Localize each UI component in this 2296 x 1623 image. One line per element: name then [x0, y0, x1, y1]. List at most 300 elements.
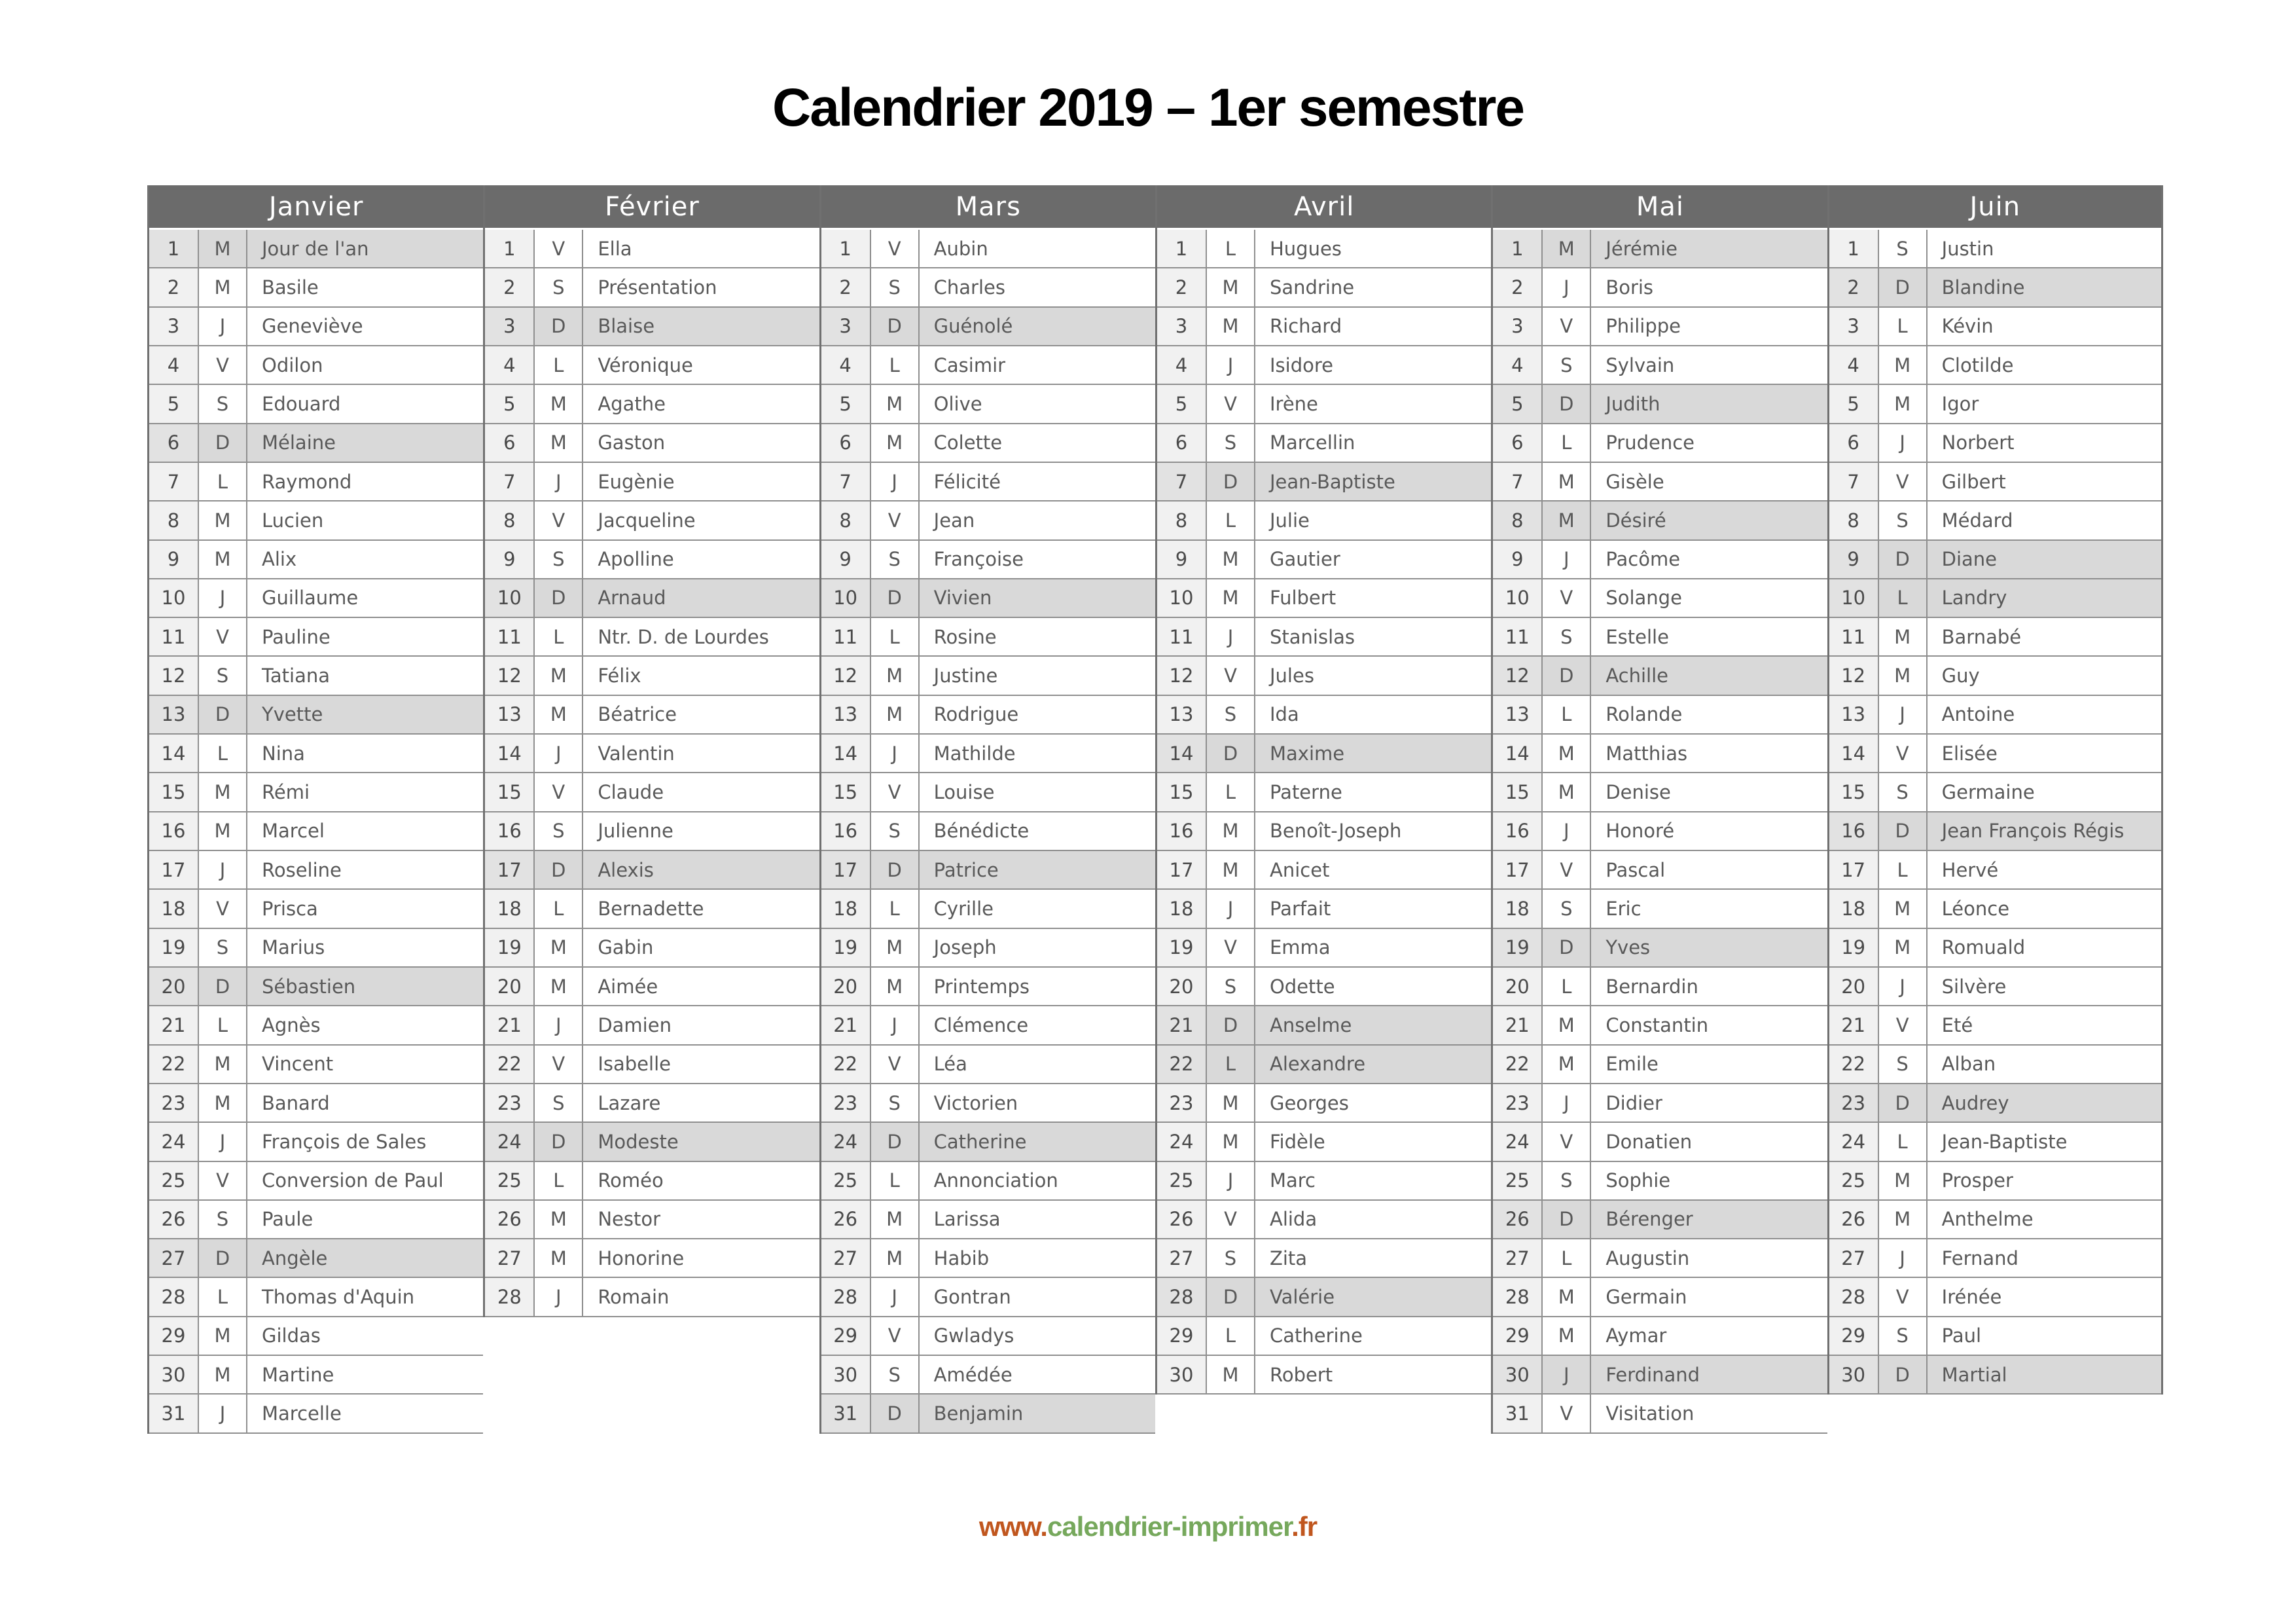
- weekday-letter: M: [535, 424, 583, 462]
- weekday-letter: J: [1543, 541, 1591, 578]
- saint-name: Blandine: [1928, 268, 2161, 306]
- day-row: [149, 1395, 483, 1433]
- weekday-letter: S: [871, 268, 920, 306]
- weekday-letter: M: [1879, 1201, 1928, 1238]
- day-row: [1493, 1162, 1827, 1201]
- saint-name: Parfait: [1255, 890, 1491, 927]
- day-row: [1493, 1356, 1827, 1395]
- weekday-letter: M: [199, 773, 247, 811]
- day-number: 21: [485, 1006, 535, 1044]
- day-row: [821, 1278, 1155, 1317]
- day-number: 16: [1829, 812, 1879, 850]
- day-number: 14: [485, 735, 535, 772]
- day-row: [149, 851, 483, 890]
- day-number: 3: [821, 308, 871, 345]
- month-header: Février: [485, 185, 819, 230]
- day-row: [1493, 929, 1827, 968]
- day-number: 11: [1493, 618, 1543, 655]
- day-row: [149, 1123, 483, 1161]
- saint-name: Bénédicte: [920, 812, 1155, 850]
- saint-name: Vivien: [920, 579, 1155, 617]
- saint-name: Lazare: [583, 1084, 819, 1122]
- weekday-letter: S: [199, 1201, 247, 1238]
- day-row: [1157, 1201, 1491, 1239]
- weekday-letter: D: [871, 579, 920, 617]
- weekday-letter: M: [1207, 541, 1255, 578]
- saint-name: Germaine: [1928, 773, 2161, 811]
- weekday-letter: M: [1207, 268, 1255, 306]
- day-row: [1829, 773, 2161, 812]
- day-number: 6: [1157, 424, 1207, 462]
- day-row: [1493, 851, 1827, 890]
- day-number: 17: [821, 851, 871, 888]
- day-row: [1157, 385, 1491, 424]
- saint-name: Marcelle: [247, 1395, 483, 1432]
- saint-name: Ida: [1255, 696, 1491, 733]
- weekday-letter: V: [199, 346, 247, 384]
- day-number: 25: [821, 1162, 871, 1199]
- day-row: [1829, 1317, 2161, 1356]
- day-row: [821, 501, 1155, 540]
- weekday-letter: J: [1207, 890, 1255, 927]
- day-number: 4: [1493, 346, 1543, 384]
- day-row: [149, 579, 483, 618]
- saint-name: Charles: [920, 268, 1155, 306]
- day-number: 6: [821, 424, 871, 462]
- day-row: [1493, 1123, 1827, 1161]
- day-number: 20: [1493, 968, 1543, 1005]
- day-number: 25: [149, 1162, 199, 1199]
- day-row: [485, 929, 819, 968]
- saint-name: Modeste: [583, 1123, 819, 1160]
- day-row: [1493, 968, 1827, 1006]
- saint-name: Matthias: [1591, 735, 1827, 772]
- saint-name: Kévin: [1928, 308, 2161, 345]
- weekday-letter: M: [1207, 1123, 1255, 1160]
- day-row: [1493, 657, 1827, 695]
- saint-name: Jérémie: [1591, 230, 1827, 267]
- day-number: 1: [485, 230, 535, 267]
- weekday-letter: J: [535, 1278, 583, 1315]
- weekday-letter: L: [1879, 579, 1928, 617]
- day-number: 16: [821, 812, 871, 850]
- day-row: [149, 463, 483, 501]
- saint-name: Stanislas: [1255, 618, 1491, 655]
- saint-name: Bernardin: [1591, 968, 1827, 1005]
- saint-name: Judith: [1591, 385, 1827, 422]
- weekday-letter: J: [871, 1006, 920, 1044]
- day-row: [1157, 1162, 1491, 1201]
- day-row: [485, 424, 819, 463]
- day-row: [485, 851, 819, 890]
- day-number: 1: [1157, 230, 1207, 267]
- day-number: 30: [821, 1356, 871, 1393]
- weekday-letter: V: [535, 1046, 583, 1083]
- day-number: 18: [485, 890, 535, 927]
- weekday-letter: S: [535, 268, 583, 306]
- day-number: 9: [1157, 541, 1207, 578]
- day-row: [149, 541, 483, 579]
- day-row: [485, 268, 819, 307]
- saint-name: Romain: [583, 1278, 819, 1315]
- saint-name: Isidore: [1255, 346, 1491, 384]
- weekday-letter: S: [1543, 618, 1591, 655]
- day-number: 19: [1829, 929, 1879, 966]
- day-number: 10: [1493, 579, 1543, 617]
- weekday-letter: M: [1543, 1046, 1591, 1083]
- weekday-letter: L: [199, 463, 247, 500]
- weekday-letter: D: [1879, 268, 1928, 306]
- saint-name: Estelle: [1591, 618, 1827, 655]
- saint-name: Clotilde: [1928, 346, 2161, 384]
- day-row: [1493, 1317, 1827, 1356]
- weekday-letter: D: [1543, 385, 1591, 422]
- weekday-letter: S: [871, 541, 920, 578]
- weekday-letter: M: [535, 385, 583, 422]
- weekday-letter: M: [1879, 618, 1928, 655]
- day-number: 24: [1157, 1123, 1207, 1160]
- saint-name: Vincent: [247, 1046, 483, 1083]
- day-row: [1829, 346, 2161, 385]
- day-number: 2: [1157, 268, 1207, 306]
- saint-name: Guillaume: [247, 579, 483, 617]
- day-row: [1829, 812, 2161, 851]
- day-row: [485, 1201, 819, 1239]
- weekday-letter: M: [199, 1356, 247, 1393]
- day-number: 3: [485, 308, 535, 345]
- day-row: [821, 773, 1155, 812]
- saint-name: Gaston: [583, 424, 819, 462]
- saint-name: Jules: [1255, 657, 1491, 694]
- weekday-letter: D: [871, 851, 920, 888]
- weekday-letter: J: [871, 463, 920, 500]
- day-number: 21: [821, 1006, 871, 1044]
- day-row: [821, 890, 1155, 928]
- day-row: [1493, 696, 1827, 735]
- day-row: [485, 812, 819, 851]
- day-number: 23: [485, 1084, 535, 1122]
- weekday-letter: M: [535, 929, 583, 966]
- weekday-letter: L: [1207, 773, 1255, 811]
- day-number: 30: [1493, 1356, 1543, 1393]
- saint-name: Nestor: [583, 1201, 819, 1238]
- weekday-letter: J: [1879, 424, 1928, 462]
- weekday-letter: D: [535, 579, 583, 617]
- saint-name: Mélaine: [247, 424, 483, 462]
- weekday-letter: L: [1879, 308, 1928, 345]
- day-row: [1829, 1278, 2161, 1317]
- day-row: [1157, 1006, 1491, 1045]
- weekday-letter: V: [1879, 1006, 1928, 1044]
- footer-website-link[interactable]: [0, 1511, 2296, 1542]
- day-row: [149, 618, 483, 657]
- saint-name: Alexis: [583, 851, 819, 888]
- day-number: 1: [1829, 230, 1879, 267]
- day-row: [821, 735, 1155, 773]
- weekday-letter: M: [1207, 851, 1255, 888]
- weekday-letter: M: [1543, 735, 1591, 772]
- weekday-letter: M: [199, 1084, 247, 1122]
- day-number: 11: [1829, 618, 1879, 655]
- day-number: 25: [1493, 1162, 1543, 1199]
- saint-name: Victorien: [920, 1084, 1155, 1122]
- day-row: [1829, 308, 2161, 346]
- day-row: [485, 1084, 819, 1123]
- weekday-letter: M: [1207, 1356, 1255, 1393]
- day-row: [821, 463, 1155, 501]
- saint-name: Prisca: [247, 890, 483, 927]
- day-number: 21: [149, 1006, 199, 1044]
- day-row: [1829, 424, 2161, 463]
- month-février: [483, 185, 819, 1317]
- weekday-letter: V: [1543, 1123, 1591, 1160]
- day-number: 4: [1829, 346, 1879, 384]
- day-number: 12: [821, 657, 871, 694]
- saint-name: Banard: [247, 1084, 483, 1122]
- saint-name: Benoît-Joseph: [1255, 812, 1491, 850]
- day-row: [149, 268, 483, 307]
- saint-name: Basile: [247, 268, 483, 306]
- saint-name: Jacqueline: [583, 501, 819, 539]
- weekday-letter: J: [1879, 696, 1928, 733]
- weekday-letter: V: [1543, 1395, 1591, 1432]
- day-row: [821, 968, 1155, 1006]
- weekday-letter: S: [1543, 890, 1591, 927]
- saint-name: François de Sales: [247, 1123, 483, 1160]
- day-row: [149, 773, 483, 812]
- saint-name: Didier: [1591, 1084, 1827, 1122]
- day-row: [1157, 1239, 1491, 1278]
- saint-name: Hervé: [1928, 851, 2161, 888]
- saint-name: Françoise: [920, 541, 1155, 578]
- day-number: 1: [1493, 230, 1543, 267]
- saint-name: Rodrigue: [920, 696, 1155, 733]
- saint-name: Prosper: [1928, 1162, 2161, 1199]
- weekday-letter: D: [535, 308, 583, 345]
- saint-name: Silvère: [1928, 968, 2161, 1005]
- saint-name: Thomas d'Aquin: [247, 1278, 483, 1315]
- day-row: [1157, 501, 1491, 540]
- day-number: 3: [149, 308, 199, 345]
- day-number: 25: [1829, 1162, 1879, 1199]
- day-row: [1829, 230, 2161, 268]
- day-row: [1829, 1239, 2161, 1278]
- weekday-letter: M: [1879, 385, 1928, 422]
- calendar-table: [147, 185, 2163, 1434]
- day-number: 28: [485, 1278, 535, 1315]
- weekday-letter: S: [871, 1356, 920, 1393]
- weekday-letter: D: [1207, 735, 1255, 772]
- day-number: 11: [821, 618, 871, 655]
- day-number: 19: [1493, 929, 1543, 966]
- weekday-letter: L: [871, 618, 920, 655]
- saint-name: Maxime: [1255, 735, 1491, 772]
- day-number: 22: [1157, 1046, 1207, 1083]
- weekday-letter: L: [199, 735, 247, 772]
- weekday-letter: V: [1207, 657, 1255, 694]
- month-mars: [819, 185, 1155, 1434]
- day-number: 5: [821, 385, 871, 422]
- day-number: 23: [1829, 1084, 1879, 1122]
- weekday-letter: V: [535, 773, 583, 811]
- saint-name: Alida: [1255, 1201, 1491, 1238]
- day-row: [1493, 463, 1827, 501]
- day-number: 13: [1829, 696, 1879, 733]
- weekday-letter: L: [535, 618, 583, 655]
- weekday-letter: V: [199, 1162, 247, 1199]
- day-row: [1493, 1278, 1827, 1317]
- day-number: 21: [1829, 1006, 1879, 1044]
- saint-name: Anthelme: [1928, 1201, 2161, 1238]
- weekday-letter: D: [535, 1123, 583, 1160]
- day-number: 15: [1829, 773, 1879, 811]
- day-row: [1493, 230, 1827, 268]
- day-number: 23: [1157, 1084, 1207, 1122]
- saint-name: Claude: [583, 773, 819, 811]
- weekday-letter: D: [199, 968, 247, 1005]
- weekday-letter: S: [1207, 1239, 1255, 1277]
- day-number: 16: [485, 812, 535, 850]
- saint-name: Odilon: [247, 346, 483, 384]
- day-row: [821, 1201, 1155, 1239]
- weekday-letter: S: [535, 1084, 583, 1122]
- saint-name: Catherine: [1255, 1317, 1491, 1355]
- day-row: [1157, 618, 1491, 657]
- day-row: [1829, 1123, 2161, 1161]
- weekday-letter: M: [871, 696, 920, 733]
- saint-name: Denise: [1591, 773, 1827, 811]
- weekday-letter: S: [871, 1084, 920, 1122]
- day-number: 14: [1493, 735, 1543, 772]
- weekday-letter: M: [1543, 1278, 1591, 1315]
- day-row: [821, 929, 1155, 968]
- day-row: [1493, 1046, 1827, 1084]
- saint-name: Marius: [247, 929, 483, 966]
- saint-name: Félicité: [920, 463, 1155, 500]
- day-number: 15: [1493, 773, 1543, 811]
- weekday-letter: J: [199, 1123, 247, 1160]
- day-number: 15: [1157, 773, 1207, 811]
- day-number: 22: [485, 1046, 535, 1083]
- saint-name: Paterne: [1255, 773, 1491, 811]
- day-row: [1829, 1356, 2161, 1395]
- weekday-letter: M: [871, 385, 920, 422]
- day-row: [821, 230, 1155, 268]
- day-number: 30: [1829, 1356, 1879, 1393]
- day-row: [821, 579, 1155, 618]
- day-row: [485, 968, 819, 1006]
- day-row: [821, 385, 1155, 424]
- day-number: 6: [1829, 424, 1879, 462]
- day-row: [149, 1317, 483, 1356]
- weekday-letter: D: [1207, 1006, 1255, 1044]
- weekday-letter: V: [871, 1317, 920, 1355]
- saint-name: Agathe: [583, 385, 819, 422]
- day-row: [1829, 929, 2161, 968]
- day-row: [821, 1317, 1155, 1356]
- day-number: 22: [149, 1046, 199, 1083]
- day-row: [821, 1162, 1155, 1201]
- saint-name: Martine: [247, 1356, 483, 1393]
- day-number: 2: [485, 268, 535, 306]
- weekday-letter: L: [535, 346, 583, 384]
- weekday-letter: V: [1543, 851, 1591, 888]
- weekday-letter: J: [535, 1006, 583, 1044]
- month-juin: [1827, 185, 2163, 1395]
- saint-name: Habib: [920, 1239, 1155, 1277]
- day-row: [485, 735, 819, 773]
- saint-name: Anicet: [1255, 851, 1491, 888]
- weekday-letter: M: [199, 501, 247, 539]
- month-header: Mai: [1493, 185, 1827, 230]
- weekday-letter: M: [1879, 929, 1928, 966]
- saint-name: Audrey: [1928, 1084, 2161, 1122]
- saint-name: Olive: [920, 385, 1155, 422]
- saint-name: Printemps: [920, 968, 1155, 1005]
- day-row: [1829, 501, 2161, 540]
- day-row: [1493, 890, 1827, 928]
- day-row: [149, 1356, 483, 1395]
- saint-name: Ferdinand: [1591, 1356, 1827, 1393]
- saint-name: Nina: [247, 735, 483, 772]
- day-number: 7: [149, 463, 199, 500]
- saint-name: Alexandre: [1255, 1046, 1491, 1083]
- day-number: 7: [821, 463, 871, 500]
- weekday-letter: V: [535, 230, 583, 267]
- weekday-letter: D: [871, 1395, 920, 1432]
- saint-name: Catherine: [920, 1123, 1155, 1160]
- day-number: 10: [149, 579, 199, 617]
- day-row: [1157, 463, 1491, 501]
- saint-name: Norbert: [1928, 424, 2161, 462]
- saint-name: Pauline: [247, 618, 483, 655]
- saint-name: Elisée: [1928, 735, 2161, 772]
- day-row: [1157, 346, 1491, 385]
- weekday-letter: L: [1879, 1123, 1928, 1160]
- weekday-letter: S: [1543, 346, 1591, 384]
- day-row: [1493, 346, 1827, 385]
- day-row: [821, 1006, 1155, 1045]
- day-row: [485, 308, 819, 346]
- day-row: [1157, 1317, 1491, 1356]
- weekday-letter: M: [199, 268, 247, 306]
- month-header: Janvier: [149, 185, 483, 230]
- weekday-letter: M: [199, 541, 247, 578]
- day-row: [149, 696, 483, 735]
- saint-name: Jean-Baptiste: [1928, 1123, 2161, 1160]
- month-avril: [1155, 185, 1491, 1395]
- saint-name: Aymar: [1591, 1317, 1827, 1355]
- weekday-letter: S: [1543, 1162, 1591, 1199]
- day-number: 10: [485, 579, 535, 617]
- day-row: [485, 1046, 819, 1084]
- saint-name: Paul: [1928, 1317, 2161, 1355]
- day-number: 22: [1493, 1046, 1543, 1083]
- day-number: 9: [821, 541, 871, 578]
- saint-name: Béatrice: [583, 696, 819, 733]
- day-row: [485, 1239, 819, 1278]
- weekday-letter: L: [1543, 968, 1591, 1005]
- day-row: [1493, 1201, 1827, 1239]
- saint-name: Sophie: [1591, 1162, 1827, 1199]
- day-number: 4: [485, 346, 535, 384]
- day-number: 20: [1829, 968, 1879, 1005]
- saint-name: Aimée: [583, 968, 819, 1005]
- day-row: [821, 268, 1155, 307]
- day-number: 16: [1157, 812, 1207, 850]
- weekday-letter: D: [199, 1239, 247, 1277]
- day-row: [1157, 424, 1491, 463]
